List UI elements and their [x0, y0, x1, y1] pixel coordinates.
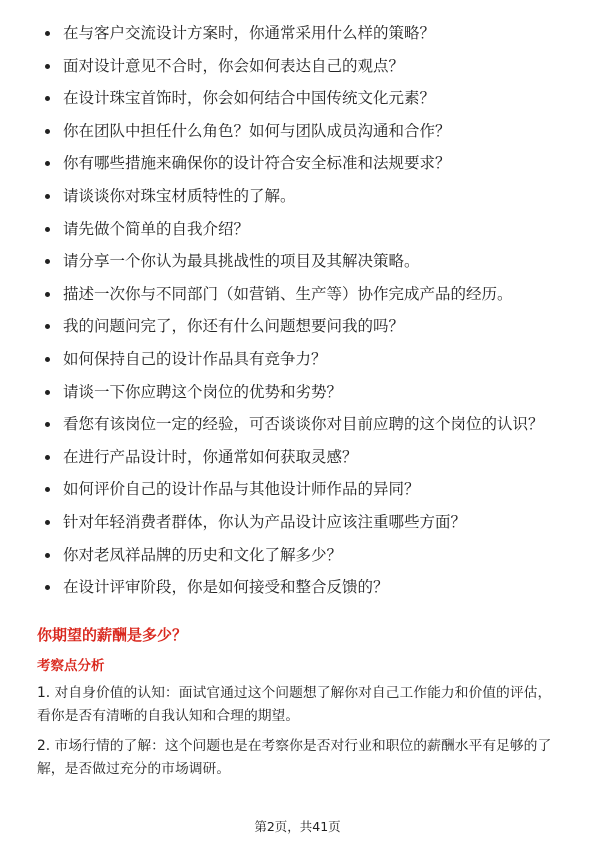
question-text: 我的问题问完了，你还有什么问题想要问我的吗？	[63, 317, 405, 336]
list-item	[45, 55, 565, 77]
list-item	[45, 348, 565, 370]
question-text: 请分享一个你认为最具挑战性的项目及其解决策略。	[63, 252, 420, 271]
question-text: 在设计珠宝首饰时，你会如何结合中国传统文化元素？	[63, 89, 436, 108]
list-item	[45, 413, 565, 435]
bullet-icon	[45, 259, 50, 264]
bullet-icon	[45, 585, 50, 590]
question-text: 请先做个简单的自我介绍？	[63, 219, 250, 238]
question-text: 你在团队中担任什么角色？如何与团队成员沟通和合作？	[63, 121, 451, 140]
question-text: 在进行产品设计时，你通常如何获取灵感？	[63, 447, 358, 466]
bullet-icon	[45, 96, 50, 101]
question-text: 如何评价自己的设计作品与其他设计师作品的异同？	[63, 480, 420, 499]
list-item	[45, 152, 565, 174]
question-text: 请谈一下你应聘这个岗位的优势和劣势？	[63, 382, 343, 401]
list-item	[45, 87, 565, 109]
list-item	[45, 544, 565, 566]
question-text: 如何保持自己的设计作品具有竞争力？	[63, 349, 327, 368]
question-text: 描述一次你与不同部门（如营销、生产等）协作完成产品的经历。	[63, 284, 513, 303]
list-item	[45, 446, 565, 468]
question-text: 请谈谈你对珠宝材质特性的了解。	[63, 186, 296, 205]
question-text: 看您有该岗位一定的经验，可否谈谈你对目前应聘的这个岗位的认识？	[63, 415, 544, 434]
list-item	[45, 315, 565, 337]
question-text: 在与客户交流设计方案时，你通常采用什么样的策略？	[63, 24, 436, 42]
question-text: 你有哪些措施来确保你的设计符合安全标准和法规要求？	[63, 154, 451, 173]
list-item	[45, 185, 565, 207]
page-number: 第2页，共41页	[254, 819, 341, 834]
bullet-icon	[45, 455, 50, 460]
question-text: 你对老凤祥品牌的历史和文化了解多少？	[63, 545, 343, 564]
list-item	[45, 478, 565, 500]
bullet-icon	[45, 324, 50, 329]
list-item	[45, 120, 565, 142]
question-text: 针对年轻消费者群体，你认为产品设计应该注重哪些方面？	[63, 512, 467, 531]
bullet-icon	[45, 357, 50, 362]
bullet-icon	[45, 292, 50, 297]
question-text: 在设计评审阶段，你是如何接受和整合反馈的？	[63, 578, 389, 597]
analysis-point: 2. 市场行情的了解：这个问题也是在考察你是否对行业和职位的薪酬水平有足够的了解，是否做过充分的市场调研。	[37, 738, 552, 777]
bullet-icon	[45, 487, 50, 492]
bullet-icon	[45, 161, 50, 166]
analysis-subheading: 考察点分析	[37, 658, 105, 674]
bullet-icon	[45, 422, 50, 427]
list-item	[45, 22, 565, 44]
bullet-icon	[45, 129, 50, 134]
list-item	[45, 511, 565, 533]
question-list	[45, 22, 565, 609]
list-item	[45, 381, 565, 403]
list-item	[45, 250, 565, 272]
list-item	[45, 576, 565, 598]
bullet-icon	[45, 553, 50, 558]
bullet-icon	[45, 31, 50, 36]
analysis-point: 1. 对自身价值的认知：面试官通过这个问题想了解你对自己工作能力和价值的评估，看你是否有清晰的自我认知和合理的期望。	[37, 685, 552, 724]
bullet-icon	[45, 194, 50, 199]
bullet-icon	[45, 520, 50, 525]
question-text: 面对设计意见不合时，你会如何表达自己的观点？	[63, 56, 405, 75]
bullet-icon	[45, 64, 50, 69]
list-item	[45, 283, 565, 305]
analysis-body	[37, 682, 559, 788]
bullet-icon	[45, 227, 50, 232]
list-item	[45, 218, 565, 240]
bullet-icon	[45, 390, 50, 395]
section-heading: 你期望的薪酬是多少？	[37, 626, 188, 644]
